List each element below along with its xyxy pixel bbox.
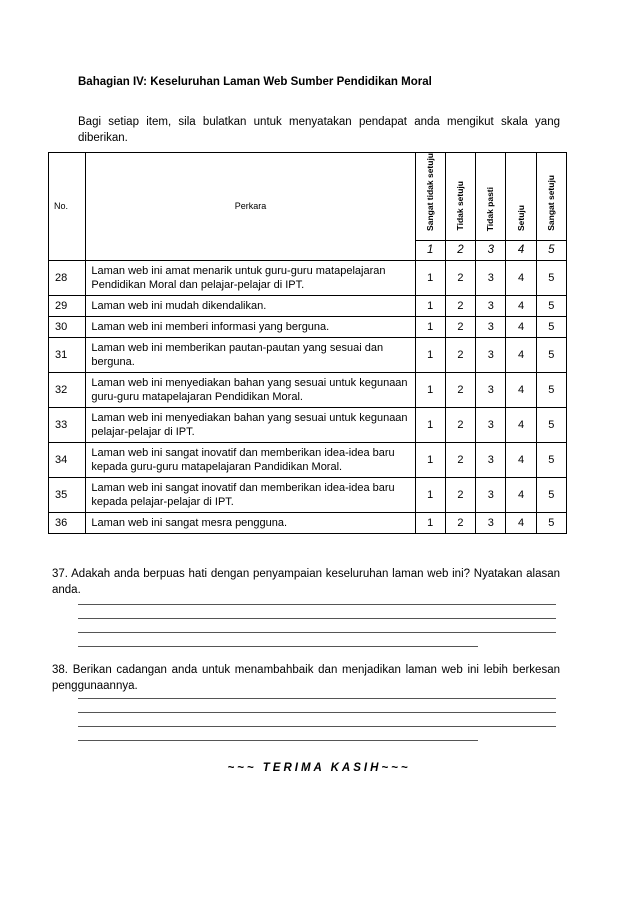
table-row	[49, 260, 567, 295]
row-statement: Laman web ini amat menarik untuk guru-guru matapelajaran Pendidikan Moral dan pelajar-pelajar di IPT.	[86, 260, 415, 295]
question-number: 37.	[52, 568, 68, 580]
row-statement: Laman web ini menyediakan bahan yang sesuai untuk kegunaan guru-guru matapelajaran Pendidikan Moral.	[86, 372, 415, 407]
rating-option[interactable]: 5	[536, 337, 566, 372]
scale-number: 4	[506, 240, 536, 260]
rating-option[interactable]: 1	[415, 442, 445, 477]
row-statement: Laman web ini sangat inovatif dan memberikan idea-idea baru kepada guru-guru matapelajaran Pandidikan Moral.	[86, 442, 415, 477]
rating-option[interactable]: 2	[445, 337, 475, 372]
rating-option[interactable]: 4	[506, 295, 536, 316]
column-header-scale-2	[445, 153, 475, 241]
scale-number: 5	[536, 240, 566, 260]
rating-option[interactable]: 3	[476, 512, 506, 533]
rating-option[interactable]: 2	[445, 295, 475, 316]
rating-option[interactable]: 1	[415, 407, 445, 442]
answer-line[interactable]	[78, 712, 556, 713]
rating-option[interactable]: 2	[445, 372, 475, 407]
rating-option[interactable]: 5	[536, 442, 566, 477]
column-header-scale-3	[476, 153, 506, 241]
rating-option[interactable]: 5	[536, 407, 566, 442]
question-number: 38.	[52, 664, 68, 676]
rating-option[interactable]: 1	[415, 337, 445, 372]
table-row	[49, 372, 567, 407]
column-header-scale-1	[415, 153, 445, 241]
rating-option[interactable]: 4	[506, 372, 536, 407]
scale-label: Sangat setuju	[545, 175, 556, 231]
closing-thanks: ~~~ TERIMA KASIH~~~	[227, 762, 411, 774]
rating-option[interactable]: 5	[536, 512, 566, 533]
row-statement: Laman web ini menyediakan bahan yang sesuai untuk kegunaan pelajar-pelajar di IPT.	[86, 407, 415, 442]
table-header-row	[49, 153, 567, 241]
rating-option[interactable]: 1	[415, 260, 445, 295]
row-statement: Laman web ini memberi informasi yang berguna.	[86, 316, 415, 337]
rating-option[interactable]: 4	[506, 442, 536, 477]
table-row	[49, 477, 567, 512]
rating-option[interactable]: 3	[476, 295, 506, 316]
rating-option[interactable]: 2	[445, 407, 475, 442]
answer-line[interactable]	[78, 618, 556, 619]
rating-option[interactable]: 5	[536, 316, 566, 337]
rating-option[interactable]: 4	[506, 477, 536, 512]
row-number: 35	[49, 477, 86, 512]
row-statement: Laman web ini memberikan pautan-pautan yang sesuai dan berguna.	[86, 337, 415, 372]
row-number: 36	[49, 512, 86, 533]
column-header-no: No.	[49, 153, 86, 261]
survey-table	[48, 152, 567, 534]
scale-label: Sangat tidak setuju	[424, 153, 435, 231]
table-row	[49, 407, 567, 442]
rating-option[interactable]: 5	[536, 477, 566, 512]
rating-option[interactable]: 2	[445, 477, 475, 512]
table-row	[49, 337, 567, 372]
row-number: 34	[49, 442, 86, 477]
rating-option[interactable]: 2	[445, 260, 475, 295]
rating-option[interactable]: 3	[476, 337, 506, 372]
answer-line[interactable]	[78, 698, 556, 699]
rating-option[interactable]: 5	[536, 372, 566, 407]
rating-option[interactable]: 1	[415, 477, 445, 512]
row-number: 29	[49, 295, 86, 316]
rating-option[interactable]: 2	[445, 442, 475, 477]
answer-line[interactable]	[78, 726, 556, 727]
scale-number: 1	[415, 240, 445, 260]
rating-option[interactable]: 5	[536, 260, 566, 295]
column-header-item: Perkara	[86, 153, 415, 261]
table-row	[49, 316, 567, 337]
row-number: 33	[49, 407, 86, 442]
rating-option[interactable]: 2	[445, 316, 475, 337]
rating-option[interactable]: 4	[506, 407, 536, 442]
rating-option[interactable]: 3	[476, 442, 506, 477]
column-header-scale-5	[536, 153, 566, 241]
answer-line[interactable]	[78, 646, 478, 647]
rating-option[interactable]: 4	[506, 316, 536, 337]
table-row	[49, 512, 567, 533]
answer-line[interactable]	[78, 632, 556, 633]
question-text: Adakah anda berpuas hati dengan penyampaian keseluruhan laman web ini? Nyatakan alasan anda.	[52, 568, 561, 596]
row-statement: Laman web ini mudah dikendalikan.	[86, 295, 415, 316]
row-number: 31	[49, 337, 86, 372]
scale-label: Setuju	[515, 204, 526, 231]
rating-option[interactable]: 3	[476, 316, 506, 337]
question-38	[52, 662, 560, 694]
rating-option[interactable]: 1	[415, 316, 445, 337]
rating-option[interactable]: 4	[506, 260, 536, 295]
scale-label: Tidak setuju	[454, 181, 465, 231]
instruction-text: Bagi setiap item, sila bulatkan untuk menyatakan pendapat anda mengikut skala yang diberikan.	[78, 116, 560, 144]
rating-option[interactable]: 4	[506, 512, 536, 533]
question-37	[52, 566, 560, 598]
row-number: 28	[49, 260, 86, 295]
rating-option[interactable]: 1	[415, 512, 445, 533]
rating-option[interactable]: 2	[445, 512, 475, 533]
row-statement: Laman web ini sangat inovatif dan memberikan idea-idea baru kepada pelajar-pelajar di IPT.	[86, 477, 415, 512]
answer-line[interactable]	[78, 604, 556, 605]
rating-option[interactable]: 3	[476, 372, 506, 407]
rating-option[interactable]: 5	[536, 295, 566, 316]
column-header-scale-4	[506, 153, 536, 241]
row-number: 32	[49, 372, 86, 407]
section-heading: Bahagian IV: Keseluruhan Laman Web Sumber Pendidikan Moral	[78, 76, 432, 88]
scale-label: Tidak pasti	[485, 186, 496, 231]
row-statement: Laman web ini sangat mesra pengguna.	[86, 512, 415, 533]
rating-option[interactable]: 3	[476, 260, 506, 295]
rating-option[interactable]: 1	[415, 295, 445, 316]
question-text: Berikan cadangan anda untuk menambahbaik dan menjadikan laman web ini lebih berkesan penggunaannya.	[52, 664, 560, 692]
table-row	[49, 295, 567, 316]
rating-option[interactable]: 3	[476, 407, 506, 442]
rating-option[interactable]: 4	[506, 337, 536, 372]
row-number: 30	[49, 316, 86, 337]
scale-number: 3	[476, 240, 506, 260]
rating-option[interactable]: 1	[415, 372, 445, 407]
table-row	[49, 442, 567, 477]
answer-line[interactable]	[78, 740, 478, 741]
rating-option[interactable]: 3	[476, 477, 506, 512]
scale-number: 2	[445, 240, 475, 260]
